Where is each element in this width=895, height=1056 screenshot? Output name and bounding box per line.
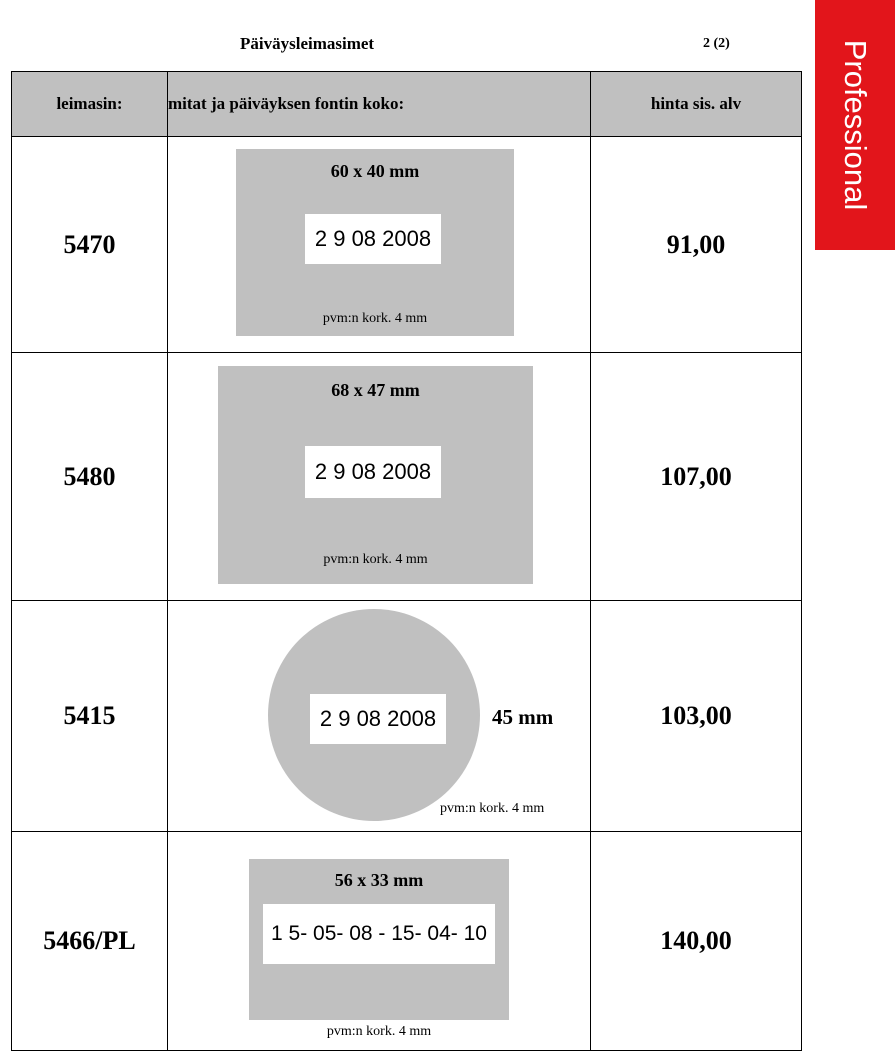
table-row <box>12 353 802 601</box>
date-sample: 1 5- 05- 08 - 15- 04- 10 <box>263 904 495 964</box>
stamp-price: 140,00 <box>591 832 802 1051</box>
table-header-row <box>12 72 802 137</box>
stamp-code: 5466/PL <box>12 832 168 1051</box>
page-number: 2 (2) <box>703 36 730 51</box>
brand-label: Professional <box>838 39 873 211</box>
stamp-preview <box>168 137 591 353</box>
column-header-dimensions: mitat ja päiväyksen fontin koko: <box>168 72 591 137</box>
stamp-size: 45 mm <box>492 705 554 729</box>
stamp-plate <box>236 149 514 336</box>
date-height-note: pvm:n kork. 4 mm <box>440 801 545 816</box>
date-height-note: pvm:n kork. 4 mm <box>322 311 428 326</box>
stamp-price: 107,00 <box>591 353 802 601</box>
date-height-note: pvm:n kork. 4 mm <box>323 552 428 567</box>
date-sample: 2 9 08 2008 <box>305 214 441 264</box>
stamp-size: 68 x 47 mm <box>331 380 420 400</box>
stamp-price: 103,00 <box>591 601 802 832</box>
professional-brand-tab <box>815 0 895 250</box>
stamp-code: 5480 <box>12 353 168 601</box>
date-height-note: pvm:n kork. 4 mm <box>326 1024 432 1039</box>
stamp-preview <box>168 601 591 832</box>
stamp-size: 56 x 33 mm <box>334 870 424 890</box>
table-row <box>12 601 802 832</box>
stamp-preview <box>168 832 591 1051</box>
stamp-preview <box>168 353 591 601</box>
date-sample: 2 9 08 2008 <box>305 446 441 498</box>
stamp-price: 91,00 <box>591 137 802 353</box>
stamp-code: 5415 <box>12 601 168 832</box>
stamp-plate <box>218 366 533 584</box>
stamp-size: 60 x 40 mm <box>330 161 420 181</box>
page-title: Päiväysleimasimet <box>240 34 375 53</box>
column-header-stamp: leimasin: <box>12 72 168 137</box>
price-table <box>11 71 802 1051</box>
stamp-plate <box>249 859 509 1020</box>
table-row <box>12 832 802 1051</box>
stamp-code: 5470 <box>12 137 168 353</box>
table-row <box>12 137 802 353</box>
date-sample: 2 9 08 2008 <box>310 694 446 744</box>
column-header-price: hinta sis. alv <box>591 72 802 137</box>
